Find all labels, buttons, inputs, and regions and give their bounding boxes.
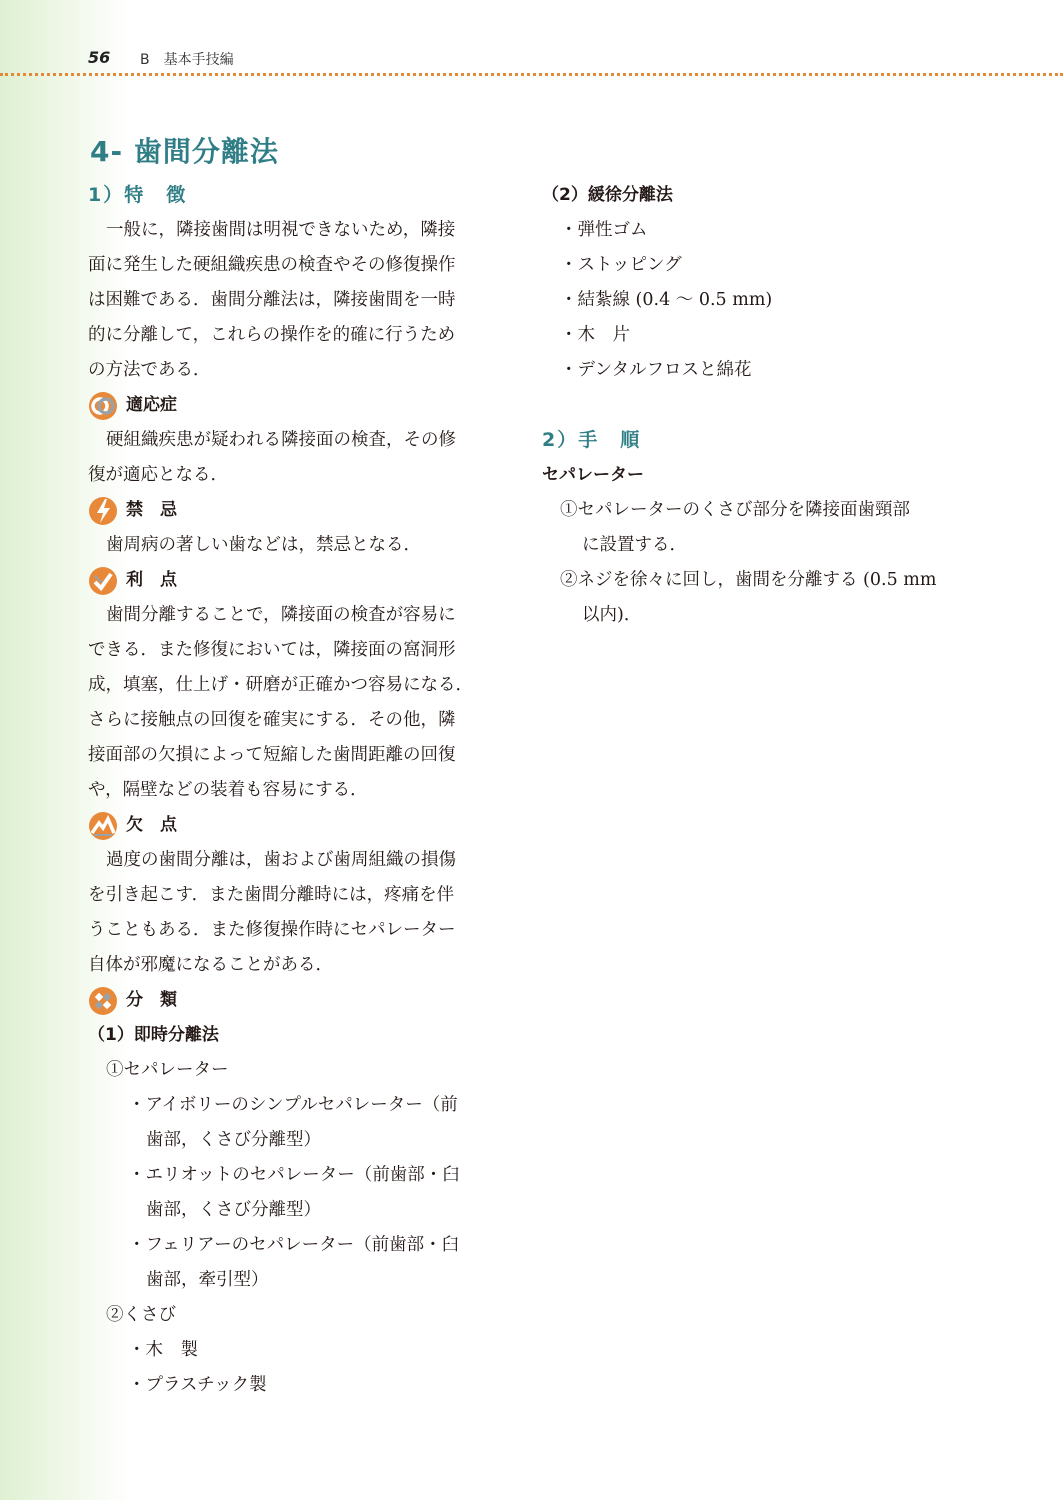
paragraph-line: や，隔壁などの装着も容易にする．: [88, 780, 368, 800]
immediate-method-heading: （1）即時分離法: [88, 1025, 219, 1045]
classification-label: 分 類: [126, 990, 177, 1010]
list-item: ・木 製: [128, 1340, 198, 1360]
paragraph-line: 歯間分離することで，隣接面の検査が容易に: [106, 605, 456, 625]
procedure-subheading: セパレーター: [542, 465, 644, 485]
list-item: ・フェリアーのセパレーター（前歯部・臼: [128, 1235, 460, 1255]
step-line: に設置する．: [582, 535, 687, 555]
list-item: 歯部，くさび分離型）: [146, 1130, 321, 1150]
paragraph-line: 的に分離して，これらの操作を的確に行うため: [88, 325, 456, 345]
step-line: ①セパレーターのくさび部分を隣接面歯頸部: [560, 500, 910, 520]
demerit-heading: [88, 808, 488, 843]
paragraph-line: 硬組織疾患が疑われる隣接面の検査，その修: [106, 430, 456, 450]
paragraph-line: さらに接触点の回復を確実にする．その他，隣: [88, 710, 456, 730]
step-line: ②ネジを徐々に回し，歯間を分離する (0.5 mm: [560, 570, 937, 590]
paragraph-line: 一般に，隣接歯間は明視できないため，隣接: [106, 220, 456, 240]
paragraph-line: の方法である．: [88, 360, 211, 380]
header-dotted-rule: [0, 73, 1063, 76]
ring-icon: [88, 391, 118, 421]
separator-item: ①セパレーター: [106, 1060, 229, 1080]
paragraph-line: 過度の歯間分離は，歯および歯周組織の損傷: [106, 850, 456, 870]
paragraph-line: は困難である．歯間分離法は，隣接歯間を一時: [88, 290, 456, 310]
page-title: 4- 歯間分離法: [90, 135, 279, 168]
list-item: ・プラスチック製: [128, 1375, 267, 1395]
feature-heading: 1）特 徴: [88, 184, 188, 206]
check-icon: [88, 566, 118, 596]
paragraph-line: 自体が邪魔になることがある．: [88, 955, 333, 975]
wedge-item: ②くさび: [106, 1305, 176, 1325]
list-item: 歯部，牽引型）: [146, 1270, 269, 1290]
right-column: [542, 178, 952, 633]
classification-heading: [88, 983, 488, 1018]
left-column: [88, 178, 488, 1403]
indication-label: 適応症: [126, 395, 177, 415]
list-item: ・結紮線 (0.4 〜 0.5 mm): [560, 290, 773, 310]
paragraph-line: できる．また修復においては，隣接面の窩洞形: [88, 640, 456, 660]
lightning-icon: [88, 496, 118, 526]
contraindication-heading: [88, 493, 488, 528]
list-item: ・弾性ゴム: [560, 220, 648, 240]
paragraph-line: 接面部の欠損によって短縮した歯間距離の回復: [88, 745, 456, 765]
paragraph-line: うこともある．また修復操作時にセパレーター: [88, 920, 456, 940]
procedure-heading: 2）手 順: [542, 429, 642, 451]
indication-heading: [88, 388, 488, 423]
list-item: ・木 片: [560, 325, 630, 345]
grid-icon: [88, 986, 118, 1016]
paragraph-line: 面に発生した硬組織疾患の検査やその修復操作: [88, 255, 456, 275]
demerit-label: 欠 点: [126, 815, 177, 835]
paragraph-line: 復が適応となる．: [88, 465, 228, 485]
page-number: 56: [88, 48, 111, 67]
section-header: B 基本手技編: [140, 52, 234, 68]
list-item: 歯部，くさび分離型）: [146, 1200, 321, 1220]
paragraph-line: 成，填塞，仕上げ・研磨が正確かつ容易になる．: [88, 675, 473, 695]
merit-heading: [88, 563, 488, 598]
contraindication-label: 禁 忌: [126, 500, 177, 520]
paragraph-line: を引き起こす．また歯間分離時には，疼痛を伴: [88, 885, 455, 905]
mountain-icon: [88, 811, 118, 841]
merit-label: 利 点: [126, 570, 177, 590]
gradual-method-heading: （2）緩徐分離法: [542, 185, 673, 205]
list-item: ・アイボリーのシンプルセパレーター（前: [128, 1095, 458, 1115]
paragraph-line: 歯周病の著しい歯などは，禁忌となる．: [106, 535, 421, 555]
list-item: ・ストッピング: [560, 255, 682, 275]
list-item: ・エリオットのセパレーター（前歯部・臼: [128, 1165, 460, 1185]
step-line: 以内)．: [582, 605, 642, 625]
list-item: ・デンタルフロスと綿花: [560, 360, 752, 380]
